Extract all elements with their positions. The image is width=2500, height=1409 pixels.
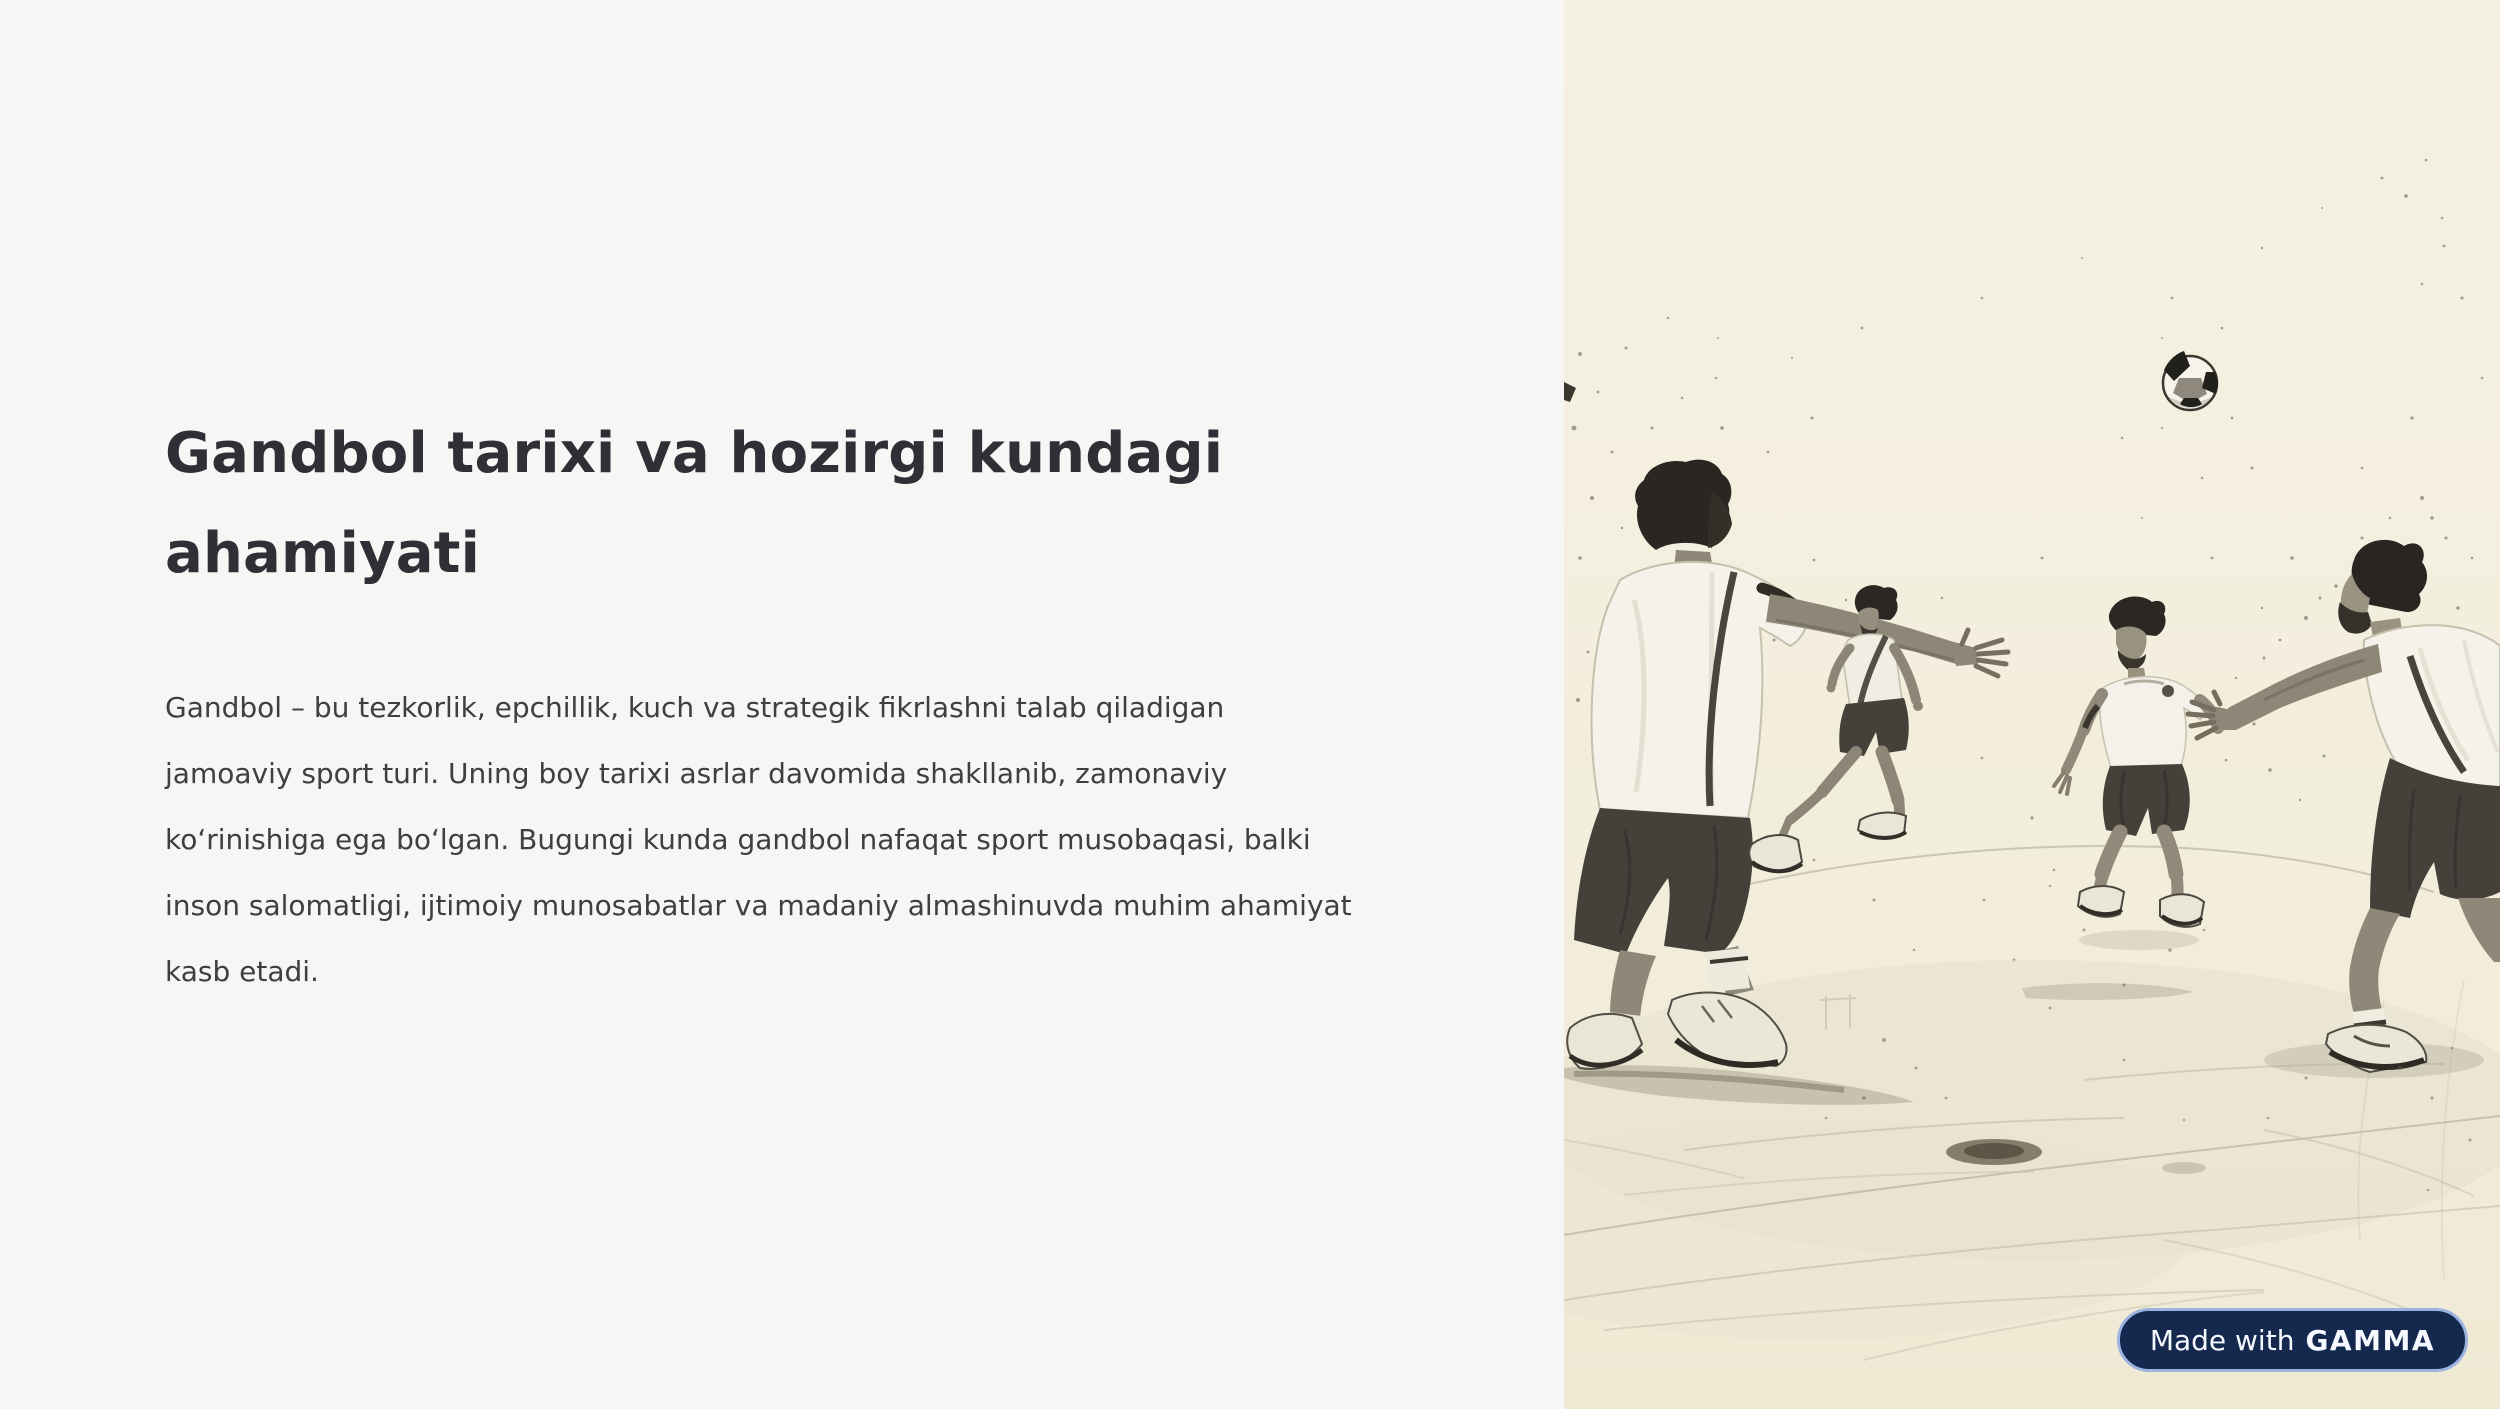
handball-illustration (1564, 0, 2500, 1409)
made-with-gamma-badge[interactable] (2117, 1308, 2468, 1372)
gamma-logo: GAMMA (2305, 1323, 2435, 1357)
body-line: inson salomatligi, ijtimoiy munosabatlar va madaniy almashinuvda muhim ahamiyat (165, 889, 1352, 922)
body-line: koʻrinishiga ega boʻlgan. Bugungi kunda gandbol nafaqat sport musobaqasi, balki (165, 823, 1311, 856)
badge-prefix: Made with (2149, 1323, 2295, 1357)
body-line: kasb etadi. (165, 955, 319, 988)
body-line: Gandbol – bu tezkorlik, epchillik, kuch va strategik fikrlashni talab qiladigan (165, 691, 1225, 724)
body-line: jamoaviy sport turi. Uning boy tarixi asrlar davomida shakllanib, zamonaviy (165, 757, 1228, 790)
slide-title-line-1: Gandbol tarixi va hozirgi kundagi (165, 421, 1224, 486)
image-panel (1564, 0, 2500, 1409)
slide-title (165, 404, 1223, 604)
jersey-crest (2162, 685, 2174, 697)
slide-body-paragraph (165, 675, 1352, 1005)
slide-title-line-2: ahamiyati (165, 521, 481, 586)
